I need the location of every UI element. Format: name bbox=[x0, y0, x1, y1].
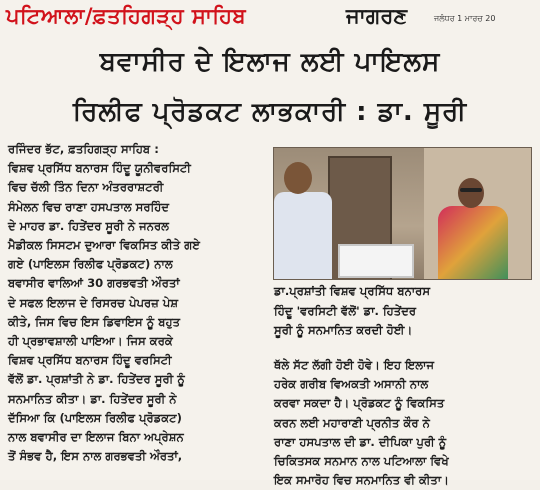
body-line: ਵੱਲੋਂ ਡਾ. ਪ੍ਰਸ਼ਾਂਤੀ ਨੇ ਡਾ. ਹਿਤੇਂਦਰ ਸੂਰੀ ਨੂੰ bbox=[8, 372, 185, 387]
body-line: ਦੇ ਸਫਲ ਇਲਾਜ ਦੇ ਰਿਸਰਚ ਪੇਪਰਜ਼ ਪੇਸ਼ bbox=[8, 295, 179, 310]
caption-line: ਸੂਰੀ ਨੂੰ ਸਨਮਾਨਿਤ ਕਰਦੀ ਹੋਈ। bbox=[274, 323, 413, 337]
photo-man-head bbox=[284, 162, 312, 194]
caption-line: ਡਾ.ਪ੍ਰਸ਼ਾਂਤੀ ਵਿਸ਼ਵ ਪ੍ਰਸਿੱਧ ਬਨਾਰਸ bbox=[274, 284, 431, 298]
photo-woman bbox=[438, 206, 508, 280]
body-line: ਬਵਾਸੀਰ ਵਾਲਿਆਂ 30 ਗਰਭਵਤੀ ਔਰਤਾਂ bbox=[8, 276, 180, 291]
award-photo bbox=[273, 147, 532, 280]
body-line: ਦੇ ਮਾਹਰ ਡਾ. ਹਿਤੇਂਦਰ ਸੂਰੀ ਨੇ ਜਨਰਲ bbox=[8, 218, 170, 233]
body-line: ਸਨਮਾਨਿਤ ਕੀਤਾ। ਡਾ. ਹਿਤੇਂਦਰ ਸੂਰੀ ਨੇ bbox=[8, 391, 177, 406]
body-line: ਹੀ ਪ੍ਰਭਾਵਸ਼ਾਲੀ ਪਾਇਆ। ਜਿਸ ਕਰਕੇ bbox=[8, 334, 173, 349]
body-line: ਵਿਸ਼ਵ ਪ੍ਰਸਿੱਧ ਬਨਾਰਸ ਹਿੰਦੂ ਵਰਸਿਟੀ bbox=[8, 353, 172, 368]
body-line: ਇਕ ਸਮਾਰੋਹ ਵਿਚ ਸਨਮਾਨਿਤ ਵੀ ਕੀਤਾ। bbox=[274, 473, 449, 488]
newspaper-name: ਜਾਗਰਣ bbox=[346, 4, 408, 28]
body-line: ਦੱਸਿਆ ਕਿ (ਪਾਇਲਸ ਰਿਲੀਫ ਪ੍ਰੋਡਕਟ) bbox=[8, 410, 182, 425]
headline-line-1: ਬਵਾਸੀਰ ਦੇ ਇਲਾਜ ਲਈ ਪਾਇਲਸ bbox=[99, 47, 441, 77]
dateline: ਜਲੰਧਰ 1 ਮਾਰਚ 20 bbox=[434, 14, 496, 23]
headline-line-2: ਰਿਲੀਫ ਪ੍ਰੋਡਕਟ ਲਾਭਕਾਰੀ : ਡਾ. ਸੂਰੀ bbox=[72, 97, 468, 127]
photo-woman-head bbox=[458, 178, 484, 208]
body-line: ਰਾਣਾ ਹਸਪਤਾਲ ਦੀ ਡਾ. ਦੀਪਿਕਾ ਪੁਰੀ ਨੂੰ bbox=[274, 434, 447, 449]
body-line: ਮੈਡੀਕਲ ਸਿਸਟਮ ਦੁਆਰਾ ਵਿਕਸਿਤ ਕੀਤੇ ਗਏ bbox=[8, 238, 200, 253]
photo-caption bbox=[274, 282, 532, 341]
body-line: ਚਿਕਿਤਸਕ ਸਨਮਾਨ ਨਾਲ ਪਟਿਆਲਾ ਵਿਖੇ bbox=[274, 454, 449, 469]
body-line: ਥੱਲੇ ਸੱਟ ਲੱਗੀ ਹੋਈ ਹੋਵੇ। ਇਹ ਇਲਾਜ bbox=[274, 358, 435, 372]
body-line: ਵਿਸ਼ਵ ਪ੍ਰਸਿੱਧ ਬਨਾਰਸ ਹਿੰਦੂ ਯੂਨੀਵਰਸਿਟੀ bbox=[8, 161, 191, 176]
body-line: ਸੰਮੇਲਨ ਵਿਚ ਰਾਣਾ ਹਸਪਤਾਲ ਸਰਹਿੰਦ bbox=[8, 199, 170, 214]
body-line: ਗਏ (ਪਾਇਲਸ ਰਿਲੀਫ ਪ੍ਰੋਡਕਟ) ਨਾਲ bbox=[8, 257, 173, 272]
photo-man bbox=[274, 192, 332, 280]
section-label: ਪਟਿਆਲਾ/ਫ਼ਤਹਿਗੜ੍ਹ ਸਾਹਿਬ bbox=[6, 4, 247, 28]
byline: ਰਜਿੰਦਰ ਭੱਟ, ਫ਼ਤਹਿਗੜ੍ਹ ਸਾਹਿਬ : bbox=[8, 142, 159, 156]
body-line: ਤੋਂ ਸੰਭਵ ਹੈ, ਇਸ ਨਾਲ ਗਰਭਵਤੀ ਔਰਤਾਂ, bbox=[8, 449, 183, 464]
body-line: ਕੀਤੇ, ਜਿਸ ਵਿਚ ਇਸ ਡਿਵਾਇਸ ਨੂੰ ਬਹੁਤ bbox=[8, 314, 181, 329]
body-line: ਕਰਵਾ ਸਕਦਾ ਹੈ। ਪ੍ਰੋਡਕਟ ਨੂੰ ਵਿਕਸਿਤ bbox=[274, 396, 445, 411]
body-line: ਨਾਲ ਬਵਾਸੀਰ ਦਾ ਇਲਾਜ ਬਿਨਾ ਅਪ੍ਰੇਸ਼ਨ bbox=[8, 430, 184, 445]
photo-glasses bbox=[460, 188, 482, 192]
page-header bbox=[0, 0, 540, 38]
caption-line: ਹਿੰਦੂ 'ਵਰਸਿਟੀ ਵੱਲੋਂ' ਡਾ. ਹਿਤੇਂਦਰ bbox=[274, 303, 417, 318]
body-line: ਵਿਚ ਚੱਲੀ ਤਿੰਨ ਦਿਨਾ ਅੰਤਰਰਾਸ਼ਟਰੀ bbox=[8, 180, 164, 195]
photo-certificate bbox=[338, 244, 414, 278]
body-line: ਹਰੇਕ ਗਰੀਬ ਵਿਅਕਤੀ ਅਸਾਨੀ ਨਾਲ bbox=[274, 377, 429, 392]
body-line: ਕਰਨ ਲਈ ਮਹਾਰਾਣੀ ਪ੍ਰਨੀਤ ਕੌਰ ਨੇ bbox=[274, 415, 430, 430]
article-right-column bbox=[274, 356, 530, 490]
article-left-column bbox=[8, 140, 266, 466]
